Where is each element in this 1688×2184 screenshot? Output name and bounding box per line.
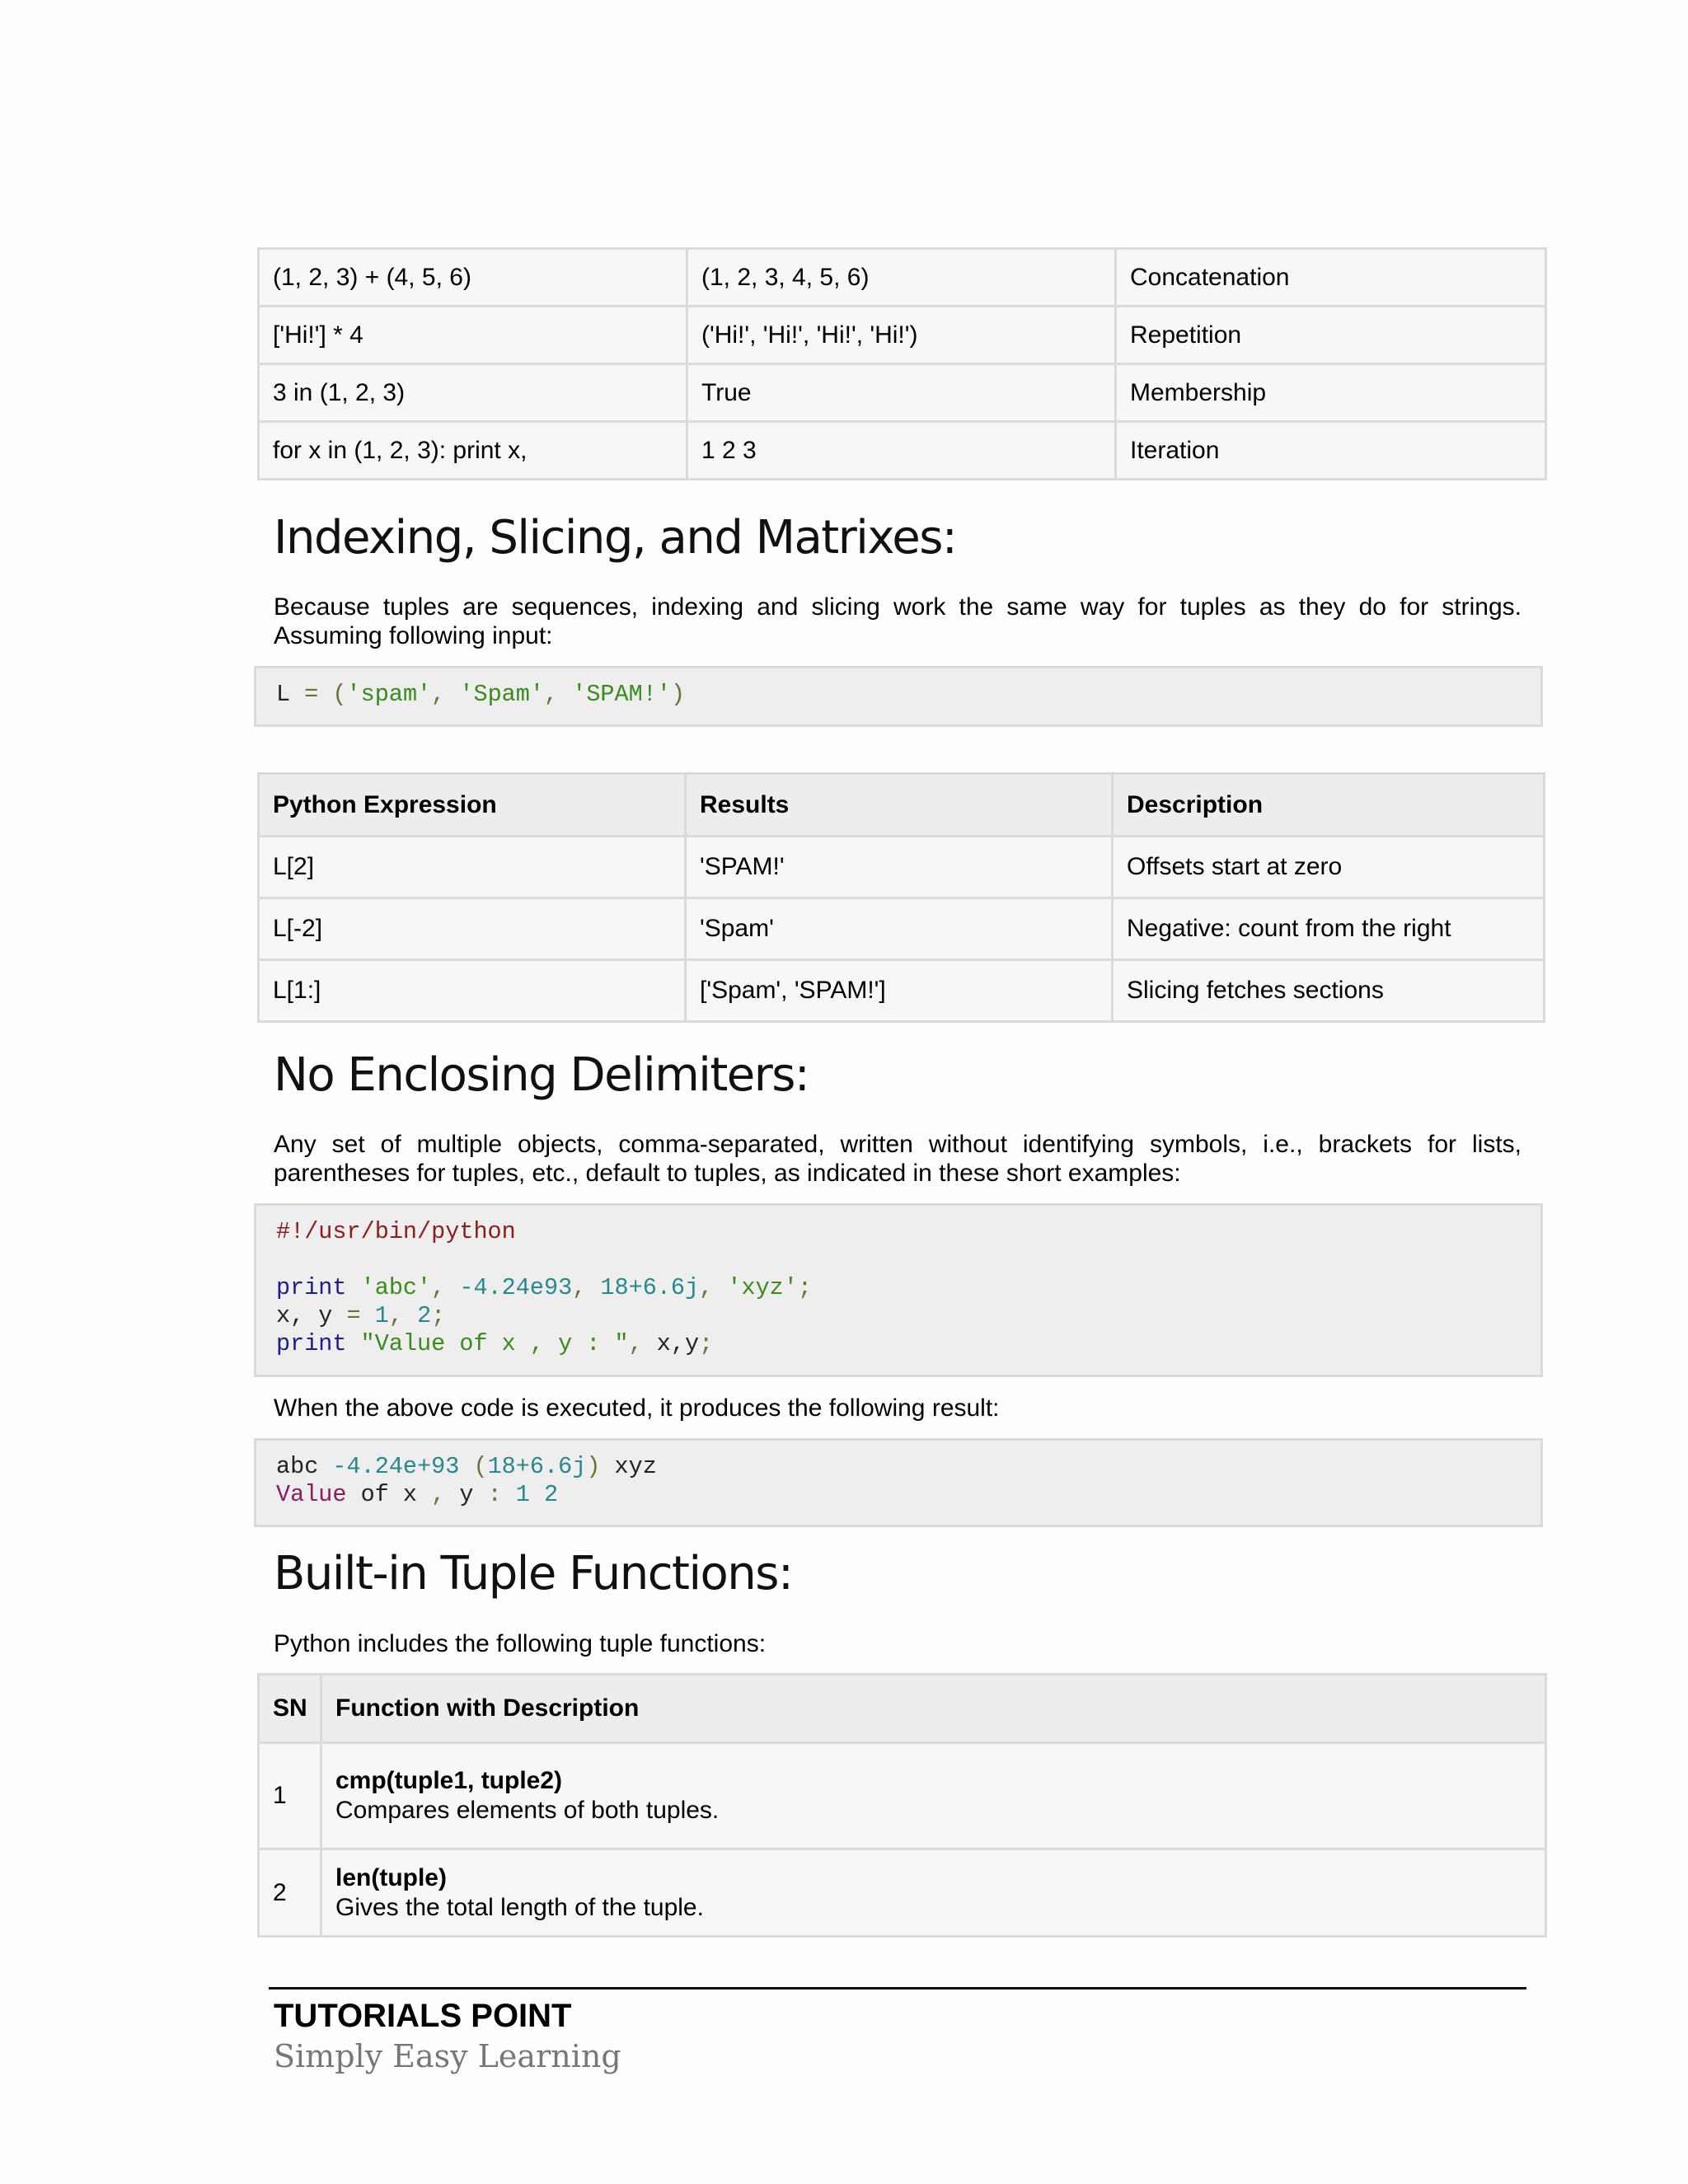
table-header-row (259, 1675, 1546, 1743)
section-heading-builtin: Built-in Tuple Functions: (274, 1547, 793, 1601)
table-cell: 3 in (1, 2, 3) (259, 364, 687, 422)
code-token: : (487, 1481, 502, 1508)
column-header: Function with Description (321, 1675, 1546, 1743)
code-token: , (572, 1274, 601, 1301)
table-cell: 'Spam' (686, 898, 1113, 960)
column-header: Python Expression (259, 774, 686, 837)
code-token: 2 (417, 1302, 432, 1329)
table-cell-function (321, 1849, 1546, 1937)
table-header-row (259, 774, 1545, 837)
table-row (259, 307, 1546, 364)
code-block-example (254, 1203, 1543, 1377)
code-token: abc (276, 1453, 333, 1480)
table-cell-function (321, 1743, 1546, 1849)
table-row (259, 898, 1545, 960)
table-row (259, 249, 1546, 307)
code-token: -4.24e93 (459, 1274, 573, 1301)
function-description: Gives the total length of the tuple. (335, 1893, 704, 1921)
tuple-operations-table (257, 247, 1547, 480)
table-cell: ['Spam', 'SPAM!'] (686, 960, 1113, 1022)
code-token: 'abc' (360, 1274, 432, 1301)
code-token: Value (276, 1481, 347, 1508)
table-cell: L[-2] (259, 898, 686, 960)
code-token: xyz (600, 1453, 657, 1480)
indexing-table (257, 772, 1545, 1023)
code-token: ( (332, 681, 347, 708)
code-token: ( (473, 1453, 488, 1480)
code-token: of x (346, 1481, 432, 1508)
table-cell: True (687, 364, 1116, 422)
code-token: 1 (374, 1302, 389, 1329)
table-cell: for x in (1, 2, 3): print x, (259, 422, 687, 480)
code-token (530, 1481, 544, 1508)
column-header: Description (1113, 774, 1545, 837)
table-row (259, 1743, 1546, 1849)
table-cell: ['Hi!'] * 4 (259, 307, 687, 364)
delimiters-intro-paragraph: Any set of multiple objects, comma-separated, written without identifying symbols, i.e., brackets for lists, parentheses for tuples, etc., default to tuples, as indicated in these short examples: (274, 1131, 1522, 1187)
footer-divider (269, 1987, 1526, 1990)
code-token: x,y (656, 1330, 700, 1357)
table-cell: Membership (1116, 364, 1546, 422)
code-token (459, 1453, 473, 1480)
code-token: , (544, 681, 573, 708)
code-token: ; (431, 1302, 446, 1329)
code-token: , (431, 681, 460, 708)
section-heading-delimiters: No Enclosing Delimiters: (274, 1048, 809, 1102)
code-token: 2 (544, 1481, 559, 1508)
code-token: y (445, 1481, 488, 1508)
table-cell: L[1:] (259, 960, 686, 1022)
section-heading-indexing: Indexing, Slicing, and Matrixes: (274, 511, 957, 565)
table-row (259, 1849, 1546, 1937)
table-cell: Negative: count from the right (1113, 898, 1545, 960)
code-token: L (276, 681, 291, 708)
indexing-intro-paragraph: Because tuples are sequences, indexing and slicing work the same way for tuples as they do for strings. Assuming following input: (274, 593, 1522, 649)
code-token: 18+6.6j (600, 1274, 700, 1301)
code-token: 'Spam' (459, 681, 544, 708)
code-token: 'xyz' (727, 1274, 798, 1301)
code-token: = (290, 681, 333, 708)
code-token: ; (797, 1274, 812, 1301)
table-cell: Offsets start at zero (1113, 837, 1545, 898)
table-cell: Concatenation (1116, 249, 1546, 307)
footer-brand: TUTORIALS POINT (274, 1998, 572, 2034)
code-token: , (628, 1330, 657, 1357)
column-header: SN (259, 1675, 321, 1743)
table-cell: 1 2 3 (687, 422, 1116, 480)
code-token: ) (586, 1453, 601, 1480)
code-token: #!/usr/bin/python (276, 1218, 516, 1245)
code-token: x, y (276, 1302, 333, 1329)
code-token (502, 1481, 516, 1508)
table-cell: Slicing fetches sections (1113, 960, 1545, 1022)
table-row (259, 422, 1546, 480)
code-token: -4.24e+93 (332, 1453, 460, 1480)
code-token: ) (670, 681, 686, 708)
code-token: 1 (515, 1481, 530, 1508)
code-token: , (388, 1302, 418, 1329)
table-row (259, 364, 1546, 422)
code-token: ; (699, 1330, 714, 1357)
result-intro-paragraph: When the above code is executed, it produces the following result: (274, 1394, 1000, 1422)
table-cell: (1, 2, 3) + (4, 5, 6) (259, 249, 687, 307)
code-token: , (431, 1274, 460, 1301)
table-cell: (1, 2, 3, 4, 5, 6) (687, 249, 1116, 307)
table-cell: ('Hi!', 'Hi!', 'Hi!', 'Hi!') (687, 307, 1116, 364)
table-cell-sn: 2 (259, 1849, 321, 1937)
code-token: , (431, 1481, 446, 1508)
function-name: cmp(tuple1, tuple2) (335, 1767, 563, 1794)
code-block-input (254, 666, 1543, 727)
table-cell: L[2] (259, 837, 686, 898)
table-row (259, 960, 1545, 1022)
code-block-output (254, 1438, 1543, 1527)
tuple-functions-table (257, 1673, 1547, 1938)
code-token: , (699, 1274, 728, 1301)
code-token: 'spam' (346, 681, 432, 708)
builtin-intro-paragraph: Python includes the following tuple functions: (274, 1630, 767, 1657)
function-name: len(tuple) (335, 1863, 447, 1891)
table-row (259, 837, 1545, 898)
code-token: "Value of x , y : " (360, 1330, 629, 1357)
table-cell: Repetition (1116, 307, 1546, 364)
code-token: = (332, 1302, 375, 1329)
code-token: 'SPAM!' (572, 681, 671, 708)
function-description: Compares elements of both tuples. (335, 1797, 720, 1824)
code-token: print (276, 1274, 347, 1301)
table-cell: Iteration (1116, 422, 1546, 480)
code-token: 18+6.6j (487, 1453, 587, 1480)
table-cell: 'SPAM!' (686, 837, 1113, 898)
column-header: Results (686, 774, 1113, 837)
code-token: print (276, 1330, 347, 1357)
footer-tagline: Simply Easy Learning (274, 2038, 621, 2074)
table-cell-sn: 1 (259, 1743, 321, 1849)
